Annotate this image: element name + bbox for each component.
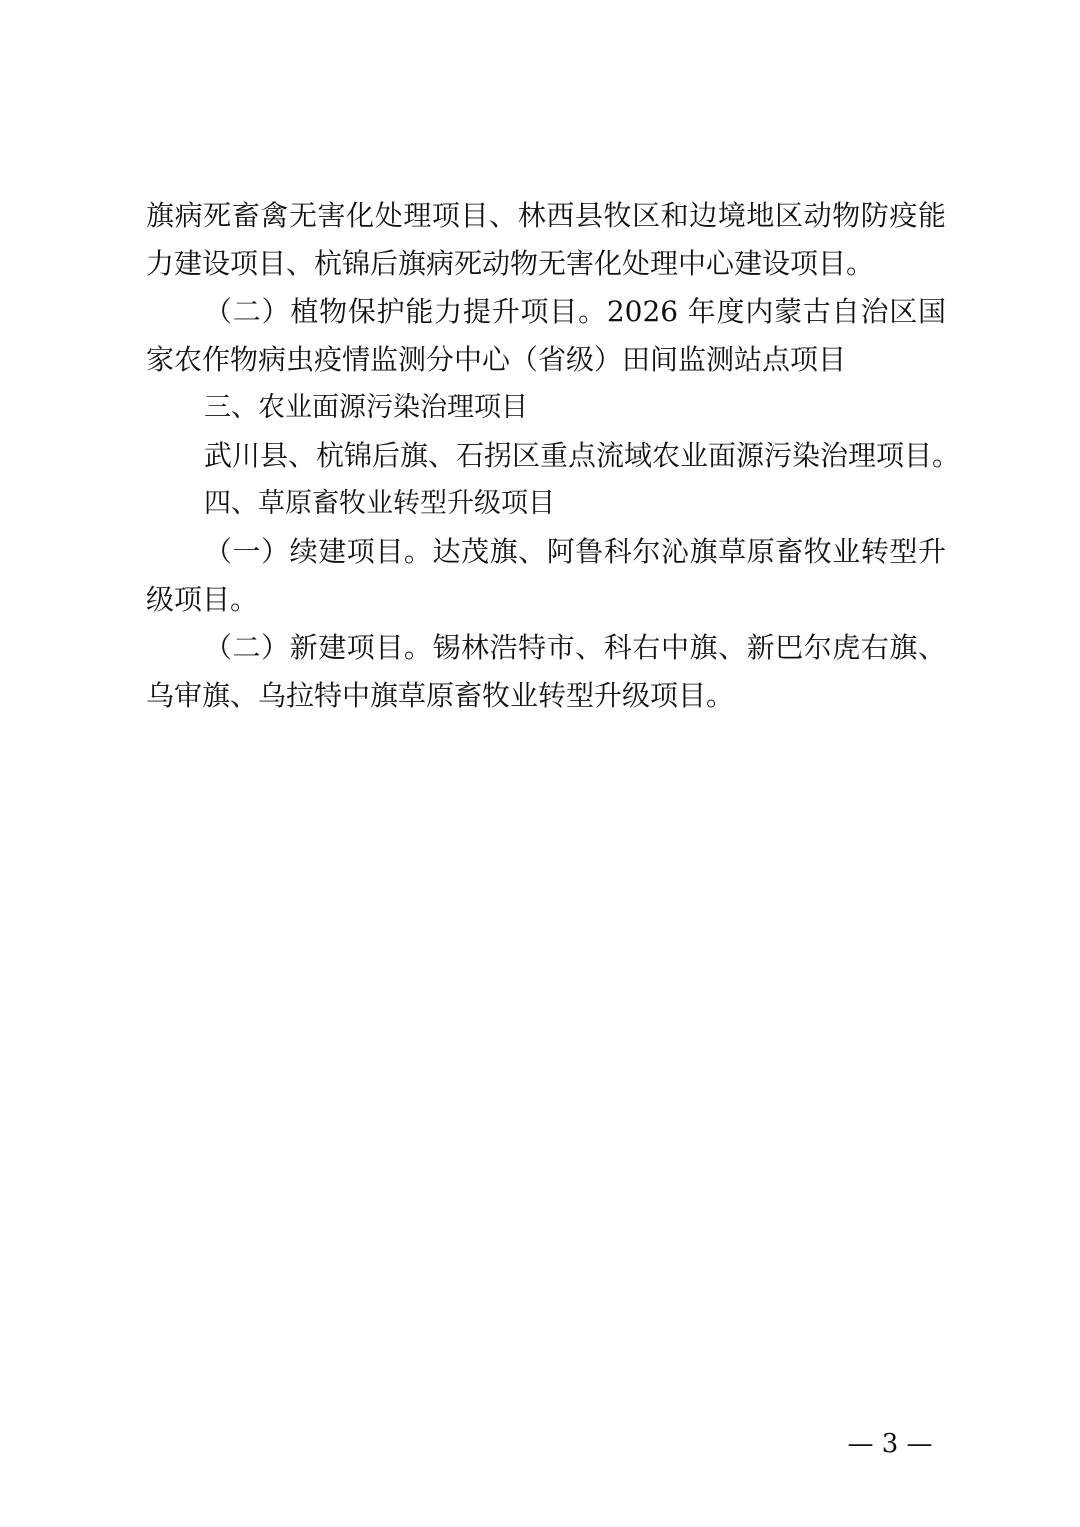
paragraph-line: 力建设项目、杭锦后旗病死动物无害化处理中心建设项目。	[146, 247, 875, 280]
paragraph-line: 级项目。	[146, 583, 259, 616]
subsection-continuing-projects: （一）续建项目。达茂旗、阿鲁科尔沁旗草原畜牧业转型升	[204, 535, 946, 568]
paragraph-line: 乌审旗、乌拉特中旗草原畜牧业转型升级项目。	[146, 679, 735, 712]
section-heading-3: 三、农业面源污染治理项目	[204, 392, 528, 423]
section-heading-4: 四、草原畜牧业转型升级项目	[204, 488, 555, 519]
document-body	[146, 192, 961, 720]
subsection-plant-protection: （二）植物保护能力提升项目。2026 年度内蒙古自治区国	[204, 295, 946, 328]
paragraph-line: 旗病死畜禽无害化处理项目、林西县牧区和边境地区动物防疫能	[146, 199, 946, 232]
subsection-new-projects: （二）新建项目。锡林浩特市、科右中旗、新巴尔虎右旗、	[204, 631, 946, 664]
paragraph-line: 家农作物病虫疫情监测分中心（省级）田间监测站点项目	[146, 343, 847, 376]
page-number: — 3 —	[847, 1429, 933, 1459]
paragraph-line: 武川县、杭锦后旗、石拐区重点流域农业面源污染治理项目。	[204, 439, 961, 472]
